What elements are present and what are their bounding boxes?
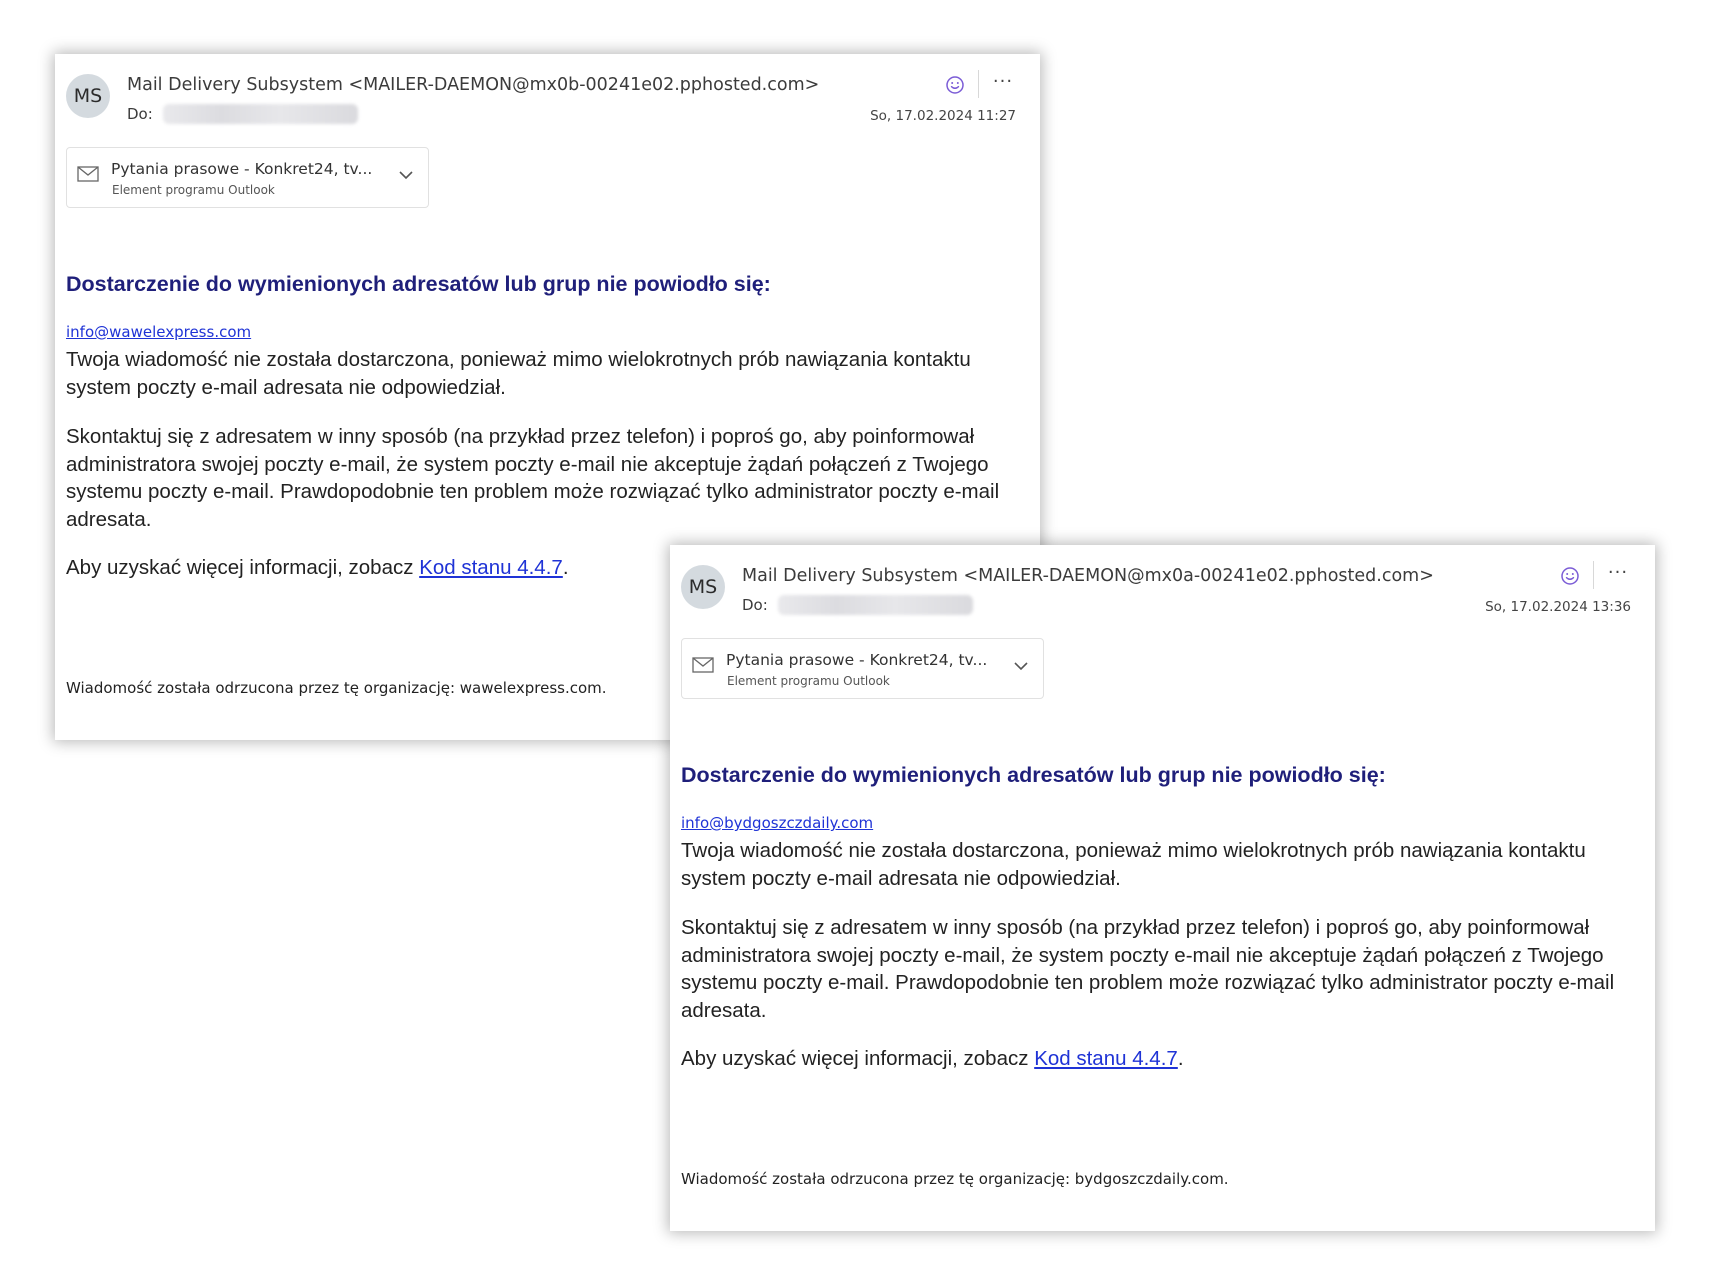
attachment-name: Pytania prasowe - Konkret24, tv...: [726, 651, 988, 669]
chevron-down-icon[interactable]: [1013, 661, 1029, 671]
more-info-line: [681, 1045, 1646, 1073]
redacted-recipient: [163, 104, 358, 124]
more-options-button[interactable]: [988, 68, 1018, 94]
sender-avatar: MS: [66, 74, 110, 118]
smiley-icon: [945, 75, 965, 95]
more-options-icon: ···: [992, 70, 1014, 92]
to-label: Do:: [742, 596, 768, 614]
failed-recipient-link[interactable]: info@bydgoszczdaily.com: [681, 814, 874, 832]
envelope-icon: [692, 657, 714, 673]
status-code-link[interactable]: Kod stanu 4.4.7: [1034, 1047, 1178, 1070]
more-info-suffix: .: [1177, 1047, 1184, 1070]
received-datetime: So, 17.02.2024 13:36: [1485, 599, 1631, 615]
attachment-card[interactable]: [66, 147, 429, 208]
rejected-by-organization: Wiadomość została odrzucona przez tę organizację: wawelexpress.com.: [66, 679, 607, 697]
to-line: [742, 595, 973, 615]
chevron-down-icon[interactable]: [398, 170, 414, 180]
delivery-failure-heading: Dostarczenie do wymienionych adresatów lub grup nie powiodło się:: [66, 272, 771, 296]
sender-avatar: MS: [681, 565, 725, 609]
attachment-type: Element programu Outlook: [112, 183, 275, 197]
sender-name[interactable]: Mail Delivery Subsystem <MAILER-DAEMON@mx0a-00241e02.pphosted.com>: [742, 566, 1434, 586]
received-datetime: So, 17.02.2024 11:27: [870, 108, 1016, 124]
sender-name[interactable]: Mail Delivery Subsystem <MAILER-DAEMON@mx0b-00241e02.pphosted.com>: [127, 75, 820, 95]
status-code-link[interactable]: Kod stanu 4.4.7: [419, 556, 563, 579]
envelope-icon: [77, 166, 99, 182]
to-line: [127, 104, 358, 124]
to-label: Do:: [127, 105, 153, 123]
attachment-type: Element programu Outlook: [727, 674, 890, 688]
react-button[interactable]: [942, 72, 968, 98]
header-divider: [1593, 561, 1594, 589]
react-button[interactable]: [1557, 563, 1583, 589]
more-info-text: Aby uzyskać więcej informacji, zobacz: [66, 556, 420, 579]
more-options-icon: ···: [1607, 561, 1629, 583]
redacted-recipient: [778, 595, 973, 615]
more-options-button[interactable]: [1603, 559, 1633, 585]
attachment-card[interactable]: [681, 638, 1044, 699]
contact-advice: Skontaktuj się z adresatem w inny sposób (na przykład przez telefon) i poproś go, aby poinformował administratora swojej poczty e-mail, że system poczty e-mail nie akceptuje żądań połączeń z Twojego systemu poczty e-mail. Prawdopodobnie ten problem może rozwiązać tylko administrator poczty e-mail adresata.: [681, 916, 1615, 1022]
failure-explanation: Twoja wiadomość nie została dostarczona, ponieważ mimo wielokrotnych prób nawiązania kontaktu system poczty e-mail adresata nie odpowiedział.: [681, 839, 1586, 890]
smiley-icon: [1560, 566, 1580, 586]
failed-recipient-link[interactable]: info@wawelexpress.com: [66, 323, 252, 341]
attachment-name: Pytania prasowe - Konkret24, tv...: [111, 160, 373, 178]
failure-explanation: Twoja wiadomość nie została dostarczona, ponieważ mimo wielokrotnych prób nawiązania kontaktu system poczty e-mail adresata nie odpowiedział.: [66, 348, 971, 399]
email-message-card: [670, 545, 1655, 1231]
more-info-text: Aby uzyskać więcej informacji, zobacz: [681, 1047, 1035, 1070]
header-divider: [978, 70, 979, 98]
delivery-failure-heading: Dostarczenie do wymienionych adresatów lub grup nie powiodło się:: [681, 763, 1386, 787]
contact-advice: Skontaktuj się z adresatem w inny sposób (na przykład przez telefon) i poproś go, aby poinformował administratora swojej poczty e-mail, że system poczty e-mail nie akceptuje żądań połączeń z Twojego systemu poczty e-mail. Prawdopodobnie ten problem może rozwiązać tylko administrator poczty e-mail adresata.: [66, 425, 1000, 531]
more-info-suffix: .: [562, 556, 569, 579]
rejected-by-organization: Wiadomość została odrzucona przez tę organizację: bydgoszczdaily.com.: [681, 1170, 1229, 1188]
